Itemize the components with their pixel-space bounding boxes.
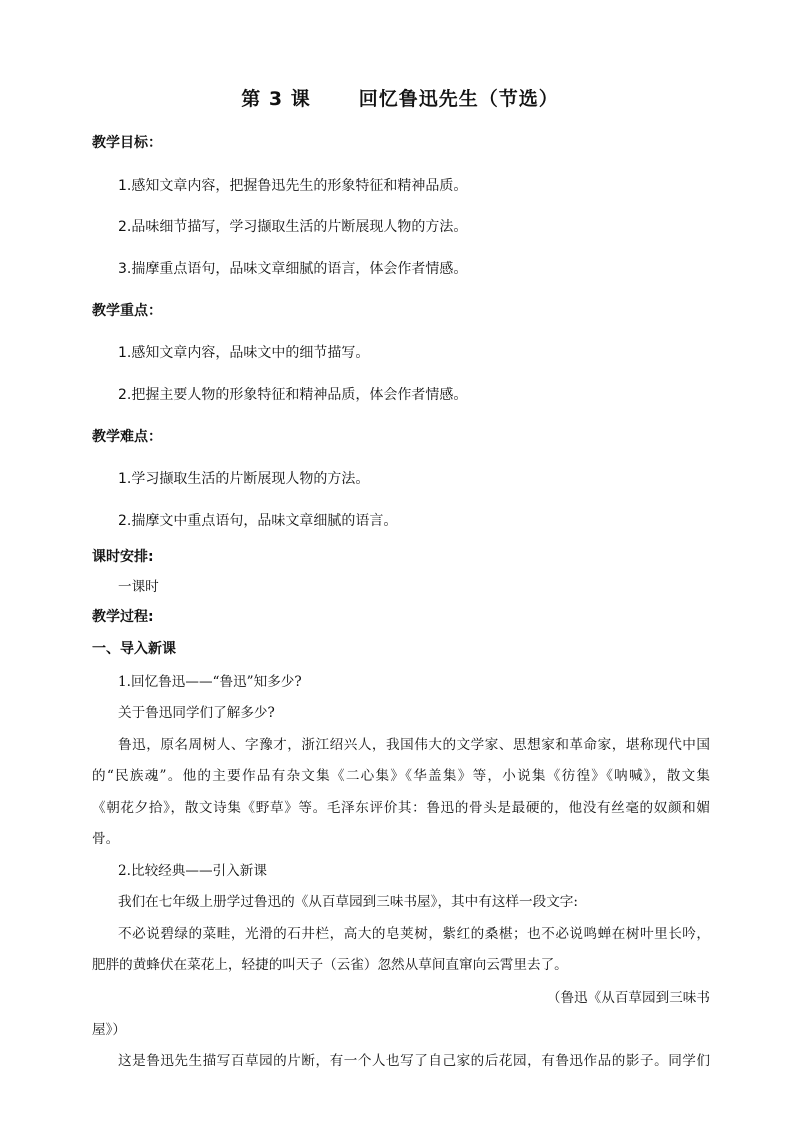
- subsection-heading: 2.比较经典——引入新课: [118, 863, 267, 879]
- intro-line: 的“民族魂”。他的主要作品有杂文集《二心集》《华盖集》等，小说集《彷徨》《呐喊》，散文集: [92, 768, 710, 784]
- objectives-heading: 教学目标：: [92, 135, 162, 151]
- intro-line: 鲁迅，原名周树人、字豫才，浙江绍兴人，我国伟大的文学家、思想家和革命家，堪称现代中国: [118, 737, 710, 753]
- lesson-name: 回忆鲁迅先生（节选）: [358, 88, 559, 110]
- objective-item: 1.感知文章内容，把握鲁迅先生的形象特征和精神品质。: [118, 178, 468, 194]
- quote-source: 屋》）: [92, 1022, 126, 1038]
- objective-item: 3.揣摩重点语句，品味文章细腻的语言，体会作者情感。: [118, 261, 468, 277]
- page-title: [0, 84, 800, 111]
- schedule-value: 一课时: [118, 579, 159, 595]
- subsection-heading: 1.回忆鲁迅——“鲁迅”知多少?: [118, 674, 302, 690]
- quote-line: 肥胖的黄蜂伏在菜花上，轻捷的叫天子（云雀）忽然从草间直窜向云霄里去了。: [92, 957, 568, 973]
- process-heading: 教学过程:: [92, 609, 154, 625]
- intro-line: 《朝花夕拾》，散文诗集《野草》等。毛泽东评价其：鲁迅的骨头是最硬的，他没有丝毫的奴颜和媚: [92, 800, 710, 816]
- body-line: 这是鲁迅先生描写百草园的片断，有一个人也写了自己家的后花园，有鲁迅作品的影子。同学们: [118, 1053, 710, 1069]
- key-point-item: 1.感知文章内容，品味文中的细节描写。: [118, 345, 370, 361]
- quote-line: 不必说碧绿的菜畦，光滑的石井栏，高大的皂荚树，紫红的桑椹；也不必说鸣蝉在树叶里长吟，: [118, 926, 710, 942]
- difficulty-item: 1.学习撷取生活的片断展现人物的方法。: [118, 471, 370, 487]
- schedule-heading: 课时安排:: [92, 549, 154, 565]
- question-text: 关于鲁迅同学们了解多少?: [118, 705, 275, 721]
- difficulty-item: 2.揣摩文中重点语句，品味文章细腻的语言。: [118, 513, 398, 529]
- section-heading: 一、导入新课: [92, 641, 176, 657]
- lesson-number: 第 3 课: [241, 88, 311, 110]
- quote-source: （鲁迅《从百草园到三味书: [546, 990, 710, 1006]
- key-point-item: 2.把握主要人物的形象特征和精神品质，体会作者情感。: [118, 387, 468, 403]
- objective-item: 2.品味细节描写，学习撷取生活的片断展现人物的方法。: [118, 219, 468, 235]
- intro-line: 骨。: [92, 831, 120, 847]
- lead-text: 我们在七年级上册学过鲁迅的《从百草园到三味书屋》，其中有这样一段文字:: [118, 894, 578, 910]
- difficulties-heading: 教学难点：: [92, 429, 162, 445]
- key-points-heading: 教学重点：: [92, 303, 162, 319]
